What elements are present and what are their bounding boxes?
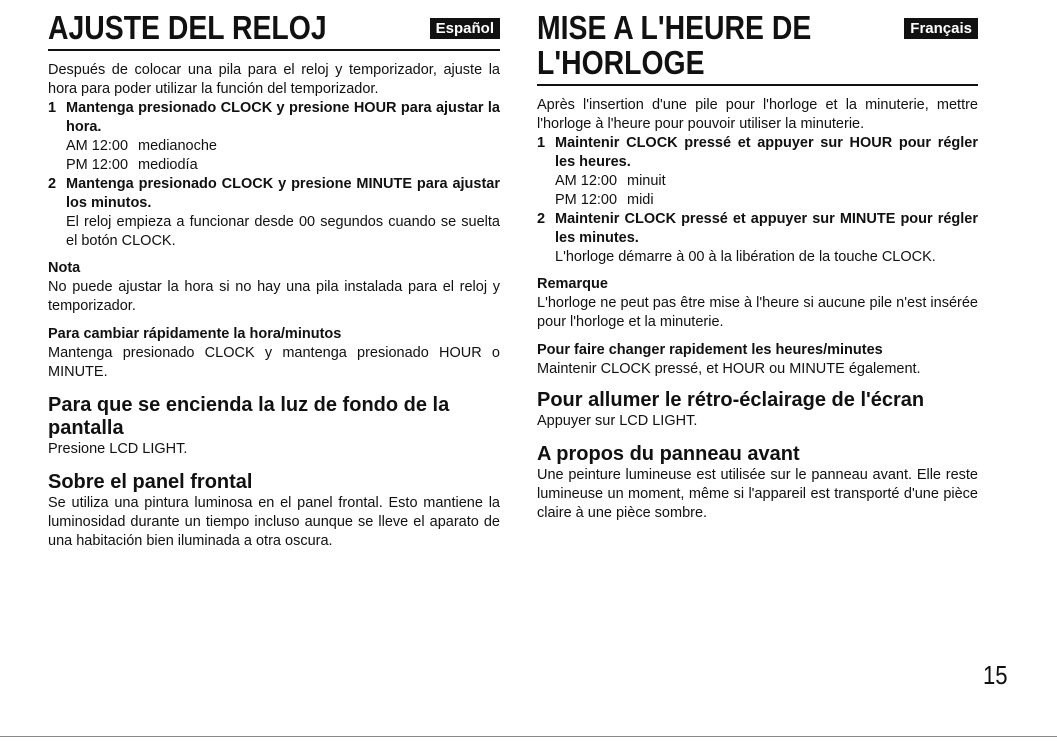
french-step-2-number: 2 xyxy=(537,211,546,227)
french-language-badge: Français xyxy=(904,18,978,39)
spanish-intro: Después de colocar una pila para el reloj y temporizador, ajuste la hora para poder utilizar la función del temporizador. xyxy=(48,62,500,97)
spanish-step-1-heading: Mantenga presionado CLOCK y presione HOUR para ajustar la hora. xyxy=(66,100,500,135)
french-backlight-text: Appuyer sur LCD LIGHT. xyxy=(537,413,698,429)
spanish-step-1 xyxy=(48,99,500,175)
spanish-pm-line xyxy=(66,156,500,175)
spanish-quick-heading: Para cambiar rápidamente la hora/minutos xyxy=(48,326,342,342)
bottom-edge-line xyxy=(0,736,1057,737)
french-step-2 xyxy=(537,210,978,267)
french-note-label: Remarque xyxy=(537,276,608,292)
spanish-step-1-number: 1 xyxy=(48,100,57,116)
spanish-am-key: AM 12:00 xyxy=(66,138,129,154)
french-am-line xyxy=(555,172,978,191)
spanish-am-line xyxy=(66,137,500,156)
french-title-row xyxy=(537,10,978,80)
french-panel-heading: A propos du panneau avant xyxy=(537,443,800,465)
spanish-language-badge: Español xyxy=(430,18,500,39)
french-am-key: AM 12:00 xyxy=(555,173,618,189)
french-column xyxy=(537,10,978,523)
spanish-panel-heading: Sobre el panel frontal xyxy=(48,471,253,493)
french-step-1-heading: Maintenir CLOCK pressé et appuyer sur HOUR pour régler les heures. xyxy=(555,135,978,170)
spanish-am-value: medianoche xyxy=(138,138,217,154)
french-pm-value: midi xyxy=(627,192,654,208)
french-step-2-body: L'horloge démarre à 00 à la libération de la touche CLOCK. xyxy=(555,249,936,265)
spanish-panel-text: Se utiliza una pintura luminosa en el panel frontal. Esto mantiene la luminosidad durante un tiempo incluso aunque se lleve el aparato de una habitación bien iluminada a otra oscura. xyxy=(48,495,500,549)
french-step-1 xyxy=(537,134,978,210)
spanish-pm-key: PM 12:00 xyxy=(66,157,129,173)
spanish-backlight-heading: Para que se encienda la luz de fondo de la pantalla xyxy=(48,394,450,439)
spanish-step-2 xyxy=(48,175,500,251)
spanish-quick-text: Mantenga presionado CLOCK y mantenga presionado HOUR o MINUTE. xyxy=(48,345,500,380)
spanish-note-label: Nota xyxy=(48,260,81,276)
french-step-1-number: 1 xyxy=(537,135,546,151)
spanish-title-rule xyxy=(48,49,500,51)
french-note-text: L'horloge ne peut pas être mise à l'heure si aucune pile n'est insérée pour l'horloge et la minuterie. xyxy=(537,295,978,330)
french-title-rule xyxy=(537,84,978,86)
spanish-backlight-text: Presione LCD LIGHT. xyxy=(48,441,188,457)
french-pm-line xyxy=(555,191,978,210)
french-step-2-heading: Maintenir CLOCK pressé et appuyer sur MINUTE pour régler les minutes. xyxy=(555,211,978,246)
spanish-step-2-heading: Mantenga presionado CLOCK y presione MINUTE para ajustar los minutos. xyxy=(66,176,500,211)
spanish-step-2-number: 2 xyxy=(48,176,57,192)
spanish-note-text: No puede ajustar la hora si no hay una pila instalada para el reloj y temporizador. xyxy=(48,279,500,314)
french-quick-heading: Pour faire changer rapidement les heures/minutes xyxy=(537,342,883,358)
french-pm-key: PM 12:00 xyxy=(555,192,618,208)
french-quick-text: Maintenir CLOCK pressé, et HOUR ou MINUTE également. xyxy=(537,361,921,377)
french-am-value: minuit xyxy=(627,173,666,189)
spanish-title-row xyxy=(48,10,500,45)
french-backlight-heading: Pour allumer le rétro-éclairage de l'écran xyxy=(537,389,925,411)
french-page-title: MISE A L'HEURE DE L'HORLOGE xyxy=(537,9,812,81)
spanish-page-title: AJUSTE DEL RELOJ xyxy=(48,9,327,46)
french-panel-text: Une peinture lumineuse est utilisée sur le panneau avant. Elle reste lumineuse un moment, même si l'appareil est transporté d'une pièce claire à une pièce sombre. xyxy=(537,467,978,521)
spanish-pm-value: mediodía xyxy=(138,157,198,173)
spanish-column xyxy=(48,10,500,551)
page-number: 15 xyxy=(983,660,1008,690)
french-intro: Après l'insertion d'une pile pour l'horloge et la minuterie, mettre l'horloge à l'heure pour pouvoir utiliser la minuterie. xyxy=(537,97,978,132)
spanish-step-2-body: El reloj empieza a funcionar desde 00 segundos cuando se suelta el botón CLOCK. xyxy=(66,214,500,249)
